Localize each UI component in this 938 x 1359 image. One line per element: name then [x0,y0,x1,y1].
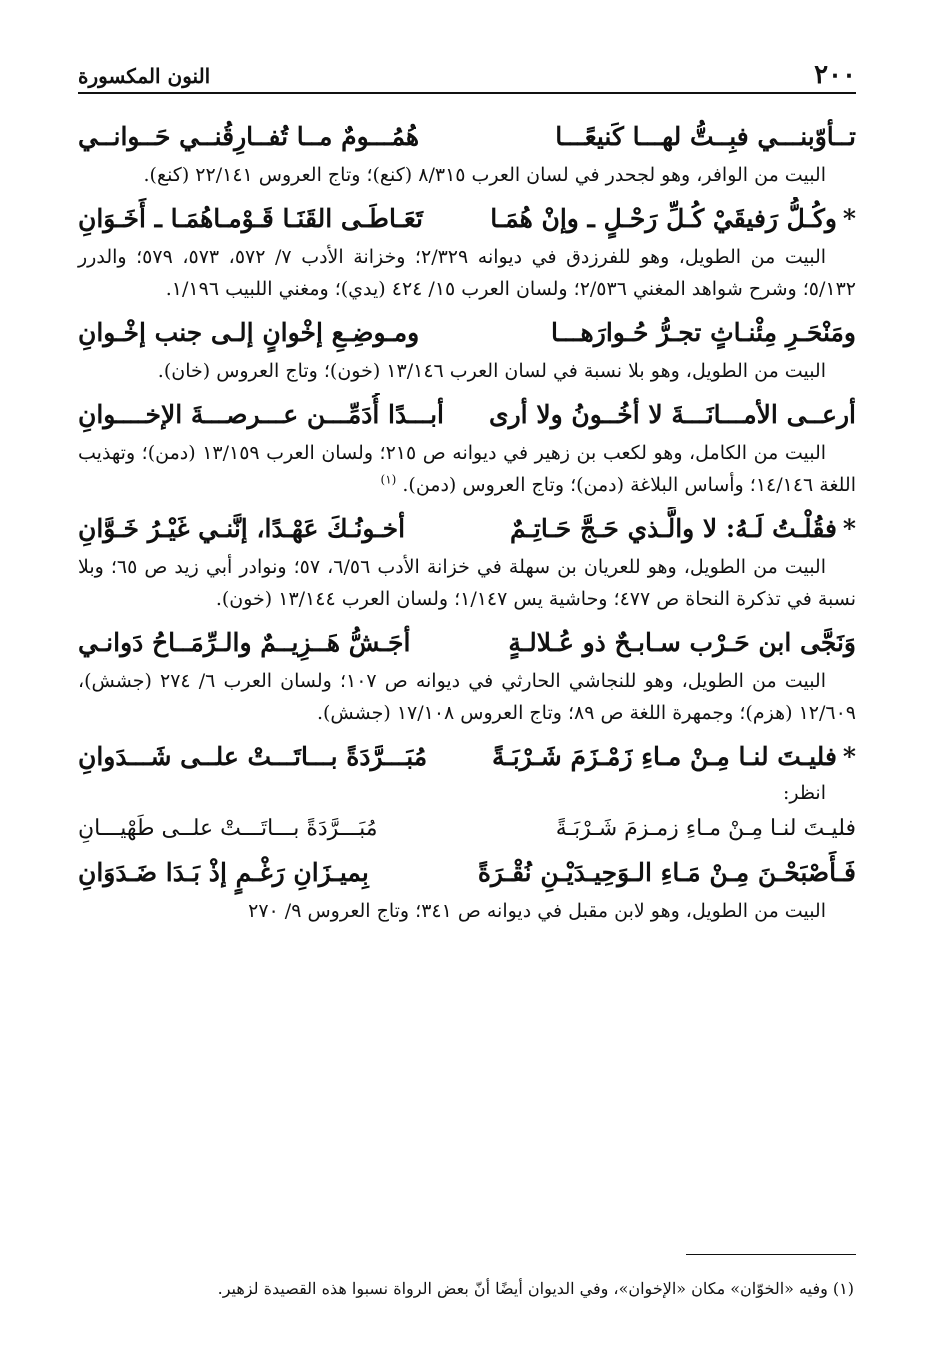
verse-hemistich-second: أخـونُـكَ عَهْـدًا، إنَّنـي غَيْـرُ خَـوَّانِ [78,514,406,543]
see-also-verse [78,851,856,895]
verse-line [78,507,856,551]
verse-hemistich-first: تــأوّبنـــي فبِــتُّ لهـــا كَنيعًـــا [555,122,856,151]
verse-note-text: البيت من الطويل، وهو للنجاشي الحارثي في ديوانه ص ١٠٧؛ ولسان العرب ٦/ ٢٧٤ (جشش)، ١٢/٦٠٩ (هزم)؛ وجمهرة اللغة ص ٨٩؛ وتاج العروس ١٧/١٠٨ (جشش). [78,670,856,724]
verse-hemistich-second: ومـوضِـعِ إخْوانٍ إلـى جنب إخْـوانِ [78,318,420,347]
verse-note [78,241,856,305]
footnote-marker[interactable]: (١) [380,472,397,487]
verse-note [78,159,856,191]
verse-note [78,551,856,615]
verse-note-text: البيت من الطويل، وهو بلا نسبة في لسان العرب ١٣/١٤٦ (خون)؛ وتاج العروس (خان). [157,360,826,382]
verse-note-text: البيت من الكامل، وهو لكعب بن زهير في ديوانه ص ٢١٥؛ ولسان العرب ١٣/١٥٩ (دمن)؛ وتهذيب اللغة ١٤/١٤٦؛ وأساس البلاغة (دمن)؛ وتاج العروس (دمن). [78,442,856,496]
verse-note-text: البيت من الطويل، وهو للفرزدق في ديوانه ٢/٣٢٩؛ وخزانة الأدب ٧/ ٥٧٢، ٥٧٣، ٥٧٩؛ والدرر ٥/١٣٢؛ وشرح شواهد المغني ٢/٥٣٦؛ ولسان العرب ١٥/ ٤٢٤ (يدي)؛ ومغني اللبيب ١/١٩٦. [78,246,856,300]
verse-hemistich-first: فَـأَصْبَحْـنَ مِـنْ مَـاءِ الـوَحِيـدَيْـنِ نُقْـرَةً [477,858,856,887]
see-also-verse [78,807,856,851]
verse-hemistich-second: أبـــدًا أُدَمِّـــن عـــرصـــةَ الإخــــوانِ [78,400,444,429]
star-marker: * [842,204,856,233]
page-header [78,62,856,94]
verse-note [78,355,856,387]
verse-hemistich-second: أجَـشُّ هَــزِيــمٌ والـرِّمَــاحُ دَوانـي [78,628,411,657]
verse-note [78,895,856,927]
page-number: ٢٠٠ [814,60,856,90]
verse-hemistich-second: هُمُـــومٌ مــا تُفــارِقُنــي حَــوانــي [78,122,420,151]
verse-note-text: البيت من الطويل، وهو للعريان بن سهلة في خزانة الأدب ٦/٥٦، ٥٧؛ ونوادر أبي زيد ص ٦٥؛ وبلا نسبة في تذكرة النحاة ص ٤٧٧؛ وحاشية يس ١/١٤٧؛ ولسان العرب ١٣/١٤٤ (خون). [78,556,856,610]
star-marker: * [842,742,856,771]
footnote-divider [686,1254,856,1255]
verse-hemistich-first: فليـتَ لنـا مِـنْ مـاءِ زمـزمَ شَـرْبَـةً [555,816,856,841]
verse-hemistich-second: بِميـزَانِ رَغْـمٍ إذْ بَـدَا ضَـدَوَانِ [78,858,369,887]
verse-note [78,665,856,729]
verse-note-text: البيت من الوافر، وهو لجحدر في لسان العرب ٨/٣١٥ (كنع)؛ وتاج العروس ٢٢/١٤١ (كنع). [143,164,826,186]
star-marker: * [842,514,856,543]
verse-note-text: البيت من الطويل، وهو لابن مقبل في ديوانه ص ٣٤١؛ وتاج العروس ٩/ ٢٧٠ [248,900,826,922]
verse-line [78,311,856,355]
verse-hemistich-first: أرعــى الأمـــانَـــةَ لا أخُــونُ ولا أرى [489,400,856,429]
footnote: (١) وفيه «الخوّان» مكان «الإخوان»، وفي الديوان أيضًا أنّ بعض الرواة نسبوا هذه القصيدة لزهير. [217,1279,854,1298]
verse-line [78,115,856,159]
verse-line [78,735,856,779]
verse-hemistich-first: *فليـتَ لنـا مِـنْ مـاءِ زَمْـزَمَ شَـرْبَـةً [492,742,856,771]
verse-hemistich-first: وَنَجَّى ابن حَـرْب سـابـحٌ ذو عُـلالـةٍ [508,628,856,657]
verse-hemistich-second: تَعَـاطَـى القَنَـا قَـوْمـاهُمَـا ـ أَخَـوَانِ [78,204,423,233]
verse-hemistich-second: مُبَـــرَّدَةً بـــاتَـــتْ علــى شَـــدَوانِ [78,742,428,771]
verse-note [78,437,856,501]
verse-hemistich-first: ومَنْحَـرِ مِئْنـاثٍ تجـرُّ حُـوارَهـــا [550,318,856,347]
verse-line [78,621,856,665]
verse-hemistich-first: *فقُلْـتُ لَـهُ: لا والَّـذي حَـجَّ حَـاتِـمٌ [509,514,856,543]
verse-hemistich-first: *وكُـلُّ رَفيقَيْ كُـلِّ رَحْـلٍ ـ وإنْ هُمَـا [490,204,856,233]
see-also-label: انظر: [782,782,826,804]
verse-line [78,197,856,241]
verse-line [78,393,856,437]
running-title: النون المكسورة [78,64,211,88]
page-content [78,115,856,933]
verse-hemistich-second: مُبَـــرَّدَةً بـــاتَـــتْ علــى طَهْيـــانِ [78,816,378,841]
